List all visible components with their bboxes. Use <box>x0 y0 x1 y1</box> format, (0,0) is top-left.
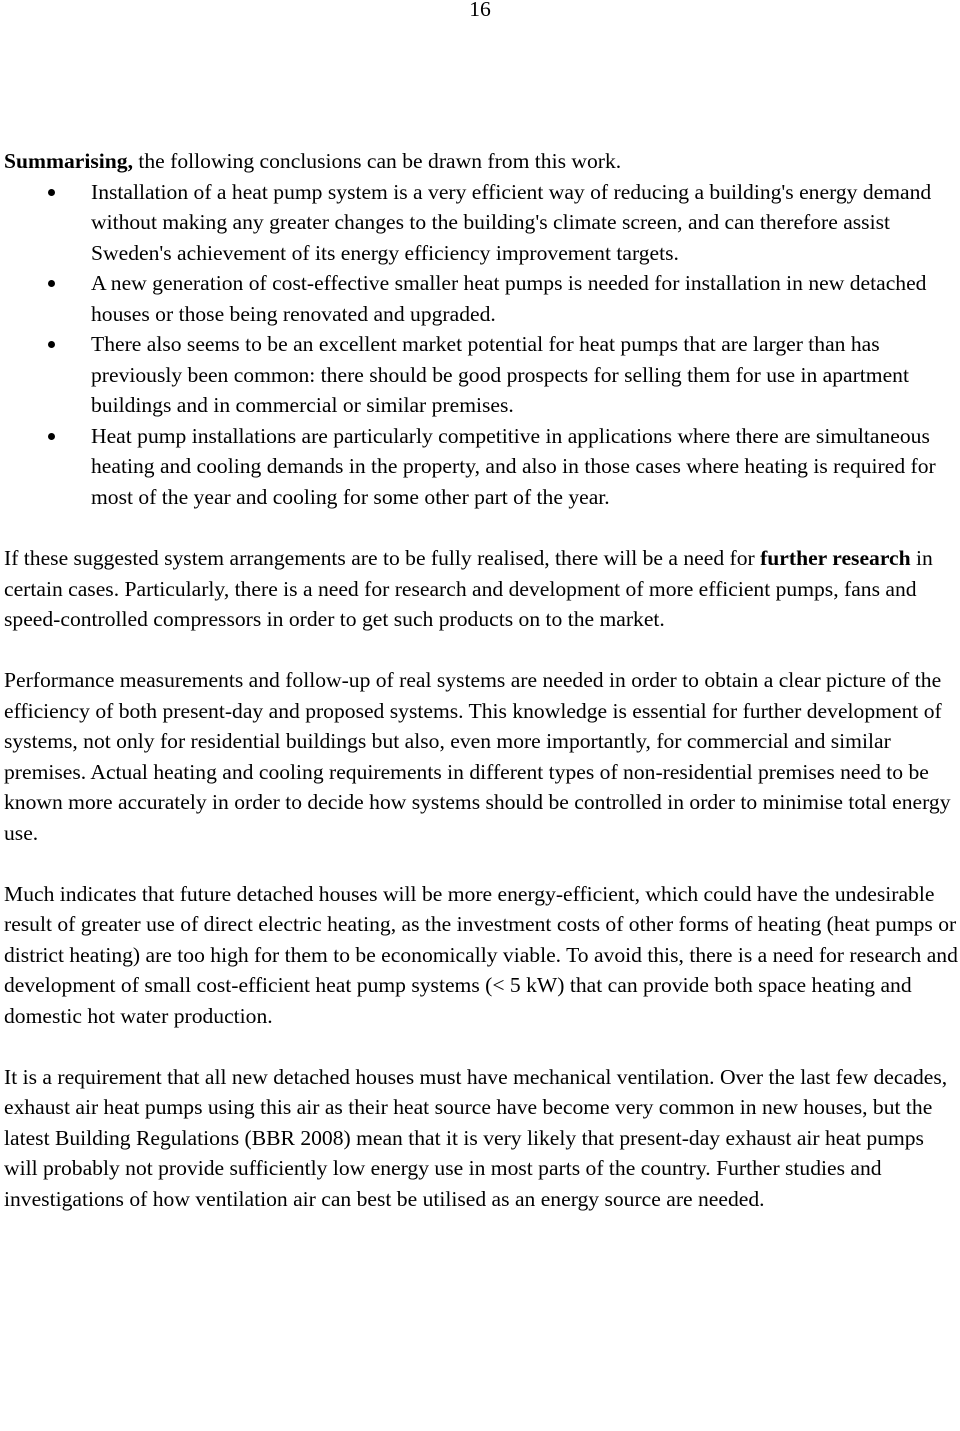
bullet-icon <box>48 280 55 287</box>
bullet-icon <box>48 433 55 440</box>
list-item-text: There also seems to be an excellent market potential for heat pumps that are larger than has previously been common: there should be good prospects for selling them for use in apartment buildings and in commercial or similar premises. <box>91 332 909 417</box>
research-text-bold: further research <box>760 546 911 570</box>
list-item-text: A new generation of cost-effective smaller heat pumps is needed for installation in new detached houses or those being renovated and upgraded. <box>91 271 927 326</box>
list-item <box>4 177 958 269</box>
research-text-before: If these suggested system arrangements are to be fully realised, there will be a need for <box>4 546 761 570</box>
list-item-text: Heat pump installations are particularly competitive in applications where there are simultaneous heating and cooling demands in the property, and also in those cases where heating is required for most of the year and cooling for some other part of the year. <box>91 423 936 509</box>
list-item-text: Installation of a heat pump system is a very efficient way of reducing a building's energy demand without making any greater changes to the building's climate screen, and can therefore assist Sweden's achievement of its energy efficiency improvement targets. <box>91 179 932 265</box>
bullet-icon <box>48 341 55 348</box>
research-text-after: in certain cases. Particularly, there is a need for research and development of more efficient pumps, fans and speed-controlled compressors in order to get such products on to the market. <box>4 546 933 631</box>
page-number: 16 <box>469 0 491 21</box>
ventilation-paragraph: It is a requirement that all new detached houses must have mechanical ventilation. Over the last few decades, exhaust air heat pumps using this air as their heat source have become very common in new houses, but the latest Building Regulations (BBR 2008) mean that it is very likely that present-day exhaust air heat pumps will probably not provide sufficiently low energy use in most parts of the country. Further studies and investigations of how ventilation air can best be utilised as an energy source are needed. <box>4 1064 948 1211</box>
summary-lead-text: the following conclusions can be drawn from this work. <box>132 149 622 173</box>
document-body <box>4 146 958 1214</box>
list-item <box>4 329 958 421</box>
research-paragraph <box>4 543 958 635</box>
performance-paragraph: Performance measurements and follow-up of real systems are needed in order to obtain a clear picture of the efficiency of both present-day and proposed systems. This knowledge is essential for further development of systems, not only for residential buildings but also, even more importantly, for commercial and similar premises. Actual heating and cooling requirements in different types of non-residential premises need to be known more accurately in order to decide how systems should be controlled in order to minimise total energy use. <box>4 668 951 845</box>
list-item <box>4 268 958 329</box>
list-item <box>4 421 958 513</box>
summary-lead-bold: Summarising, <box>4 149 133 173</box>
detached-houses-paragraph: Much indicates that future detached houses will be more energy-efficient, which could have the undesirable result of greater use of direct electric heating, as the investment costs of other forms of heating (heat pumps or district heating) are too high for them to be economically viable. To avoid this, there is a need for research and development of small cost-efficient heat pump systems (< 5 kW) that can provide both space heating and domestic hot water production. <box>4 881 958 1028</box>
bullet-icon <box>48 189 55 196</box>
summary-intro <box>4 146 958 177</box>
conclusions-list <box>4 177 958 513</box>
